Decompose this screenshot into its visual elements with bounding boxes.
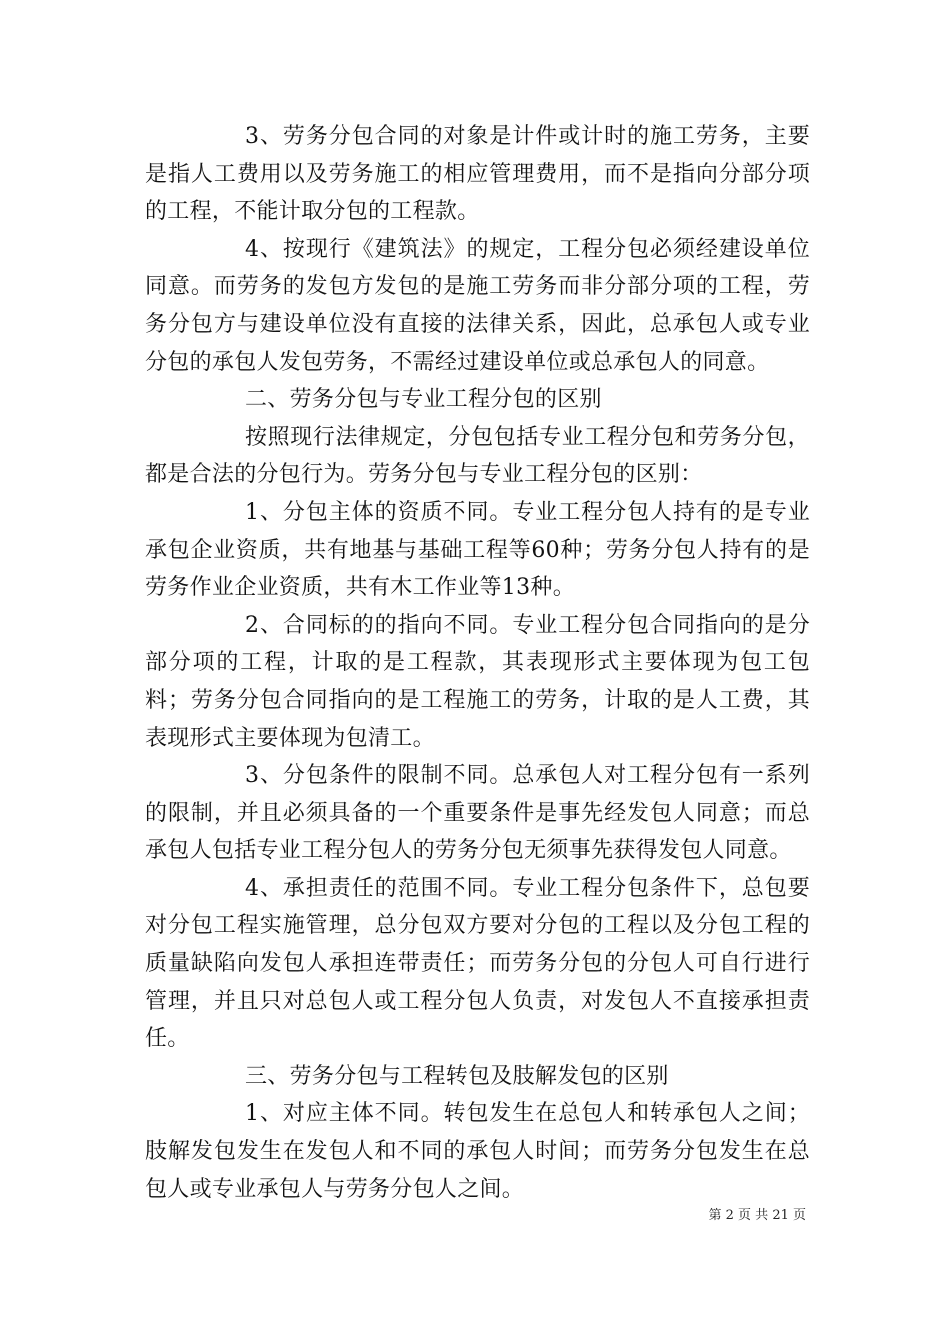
para-liability: 4、承担责任的范围不同。专业工程分包条件下，总包要对分包工程实施管理，总分包双方要对分包的工程以及分包工程的质量缺陷向发包人承担连带责任；而劳务分包的分包人可自行进行管理，并且只对总包人或工程分包人负责，对发包人不直接承担责任。 <box>145 875 810 1052</box>
para-contract-target: 2、合同标的的指向不同。专业工程分包合同指向的是分部分项的工程，计取的是工程款，其表现形式主要体现为包工包料；劳务分包合同指向的是工程施工的劳务，计取的是人工费，其表现形式主要体现为包清工。 <box>145 612 810 751</box>
heading-section-three: 三、劳务分包与工程转包及肢解发包的区别 <box>245 1063 669 1089</box>
para-qualification: 1、分包主体的资质不同。专业工程分包人持有的是专业承包企业资质，共有地基与基础工程等60种；劳务分包人持有的是劳务作业企业资质，共有木工作业等13种。 <box>145 499 810 601</box>
page-number-footer: 第 2 页 共 21 页 <box>708 1208 806 1223</box>
document-body <box>145 118 810 1208</box>
heading-section-two: 二、劳务分包与专业工程分包的区别 <box>245 387 602 413</box>
para-subject: 1、对应主体不同。转包发生在总包人和转承包人之间；肢解发包发生在发包人和不同的承包人时间；而劳务分包发生在总包人或专业承包人与劳务分包人之间。 <box>145 1101 810 1202</box>
para-legal-provisions: 按照现行法律规定，分包包括专业工程分包和劳务分包，都是合法的分包行为。劳务分包与专业工程分包的区别： <box>145 424 810 488</box>
para-construction-law: 4、按现行《建筑法》的规定，工程分包必须经建设单位同意。而劳务的发包方发包的是施工劳务而非分部分项的工程，劳务分包方与建设单位没有直接的法律关系，因此，总承包人或专业分包的承包人发包劳务，不需经过建设单位或总承包人的同意。 <box>145 236 810 375</box>
para-conditions: 3、分包条件的限制不同。总承包人对工程分包有一系列的限制，并且必须具备的一个重要条件是事先经发包人同意；而总承包人包括专业工程分包人的劳务分包无须事先获得发包人同意。 <box>145 763 810 864</box>
para-contract-object: 3、劳务分包合同的对象是计件或计时的施工劳务，主要是指人工费用以及劳务施工的相应管理费用，而不是指向分部分项的工程，不能计取分包的工程款。 <box>145 124 810 225</box>
